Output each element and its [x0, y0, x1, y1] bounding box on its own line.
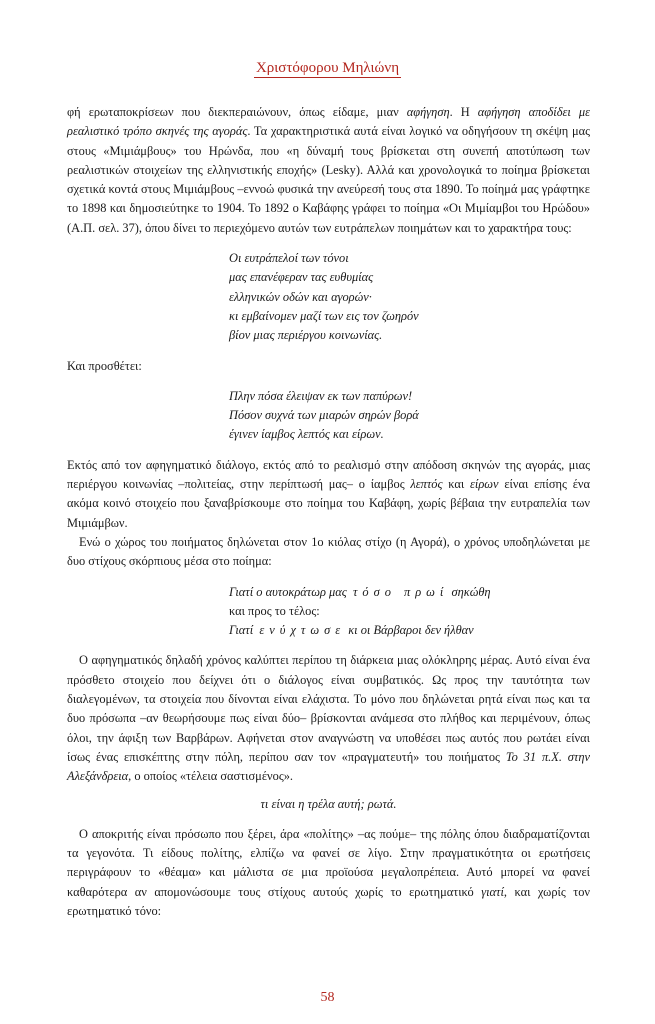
paragraph-4: [67, 651, 590, 786]
para4-run: , ο οποίος «τέλεια σαστισμένος».: [128, 769, 294, 784]
verse-line: βίον μιας περιέργου κοινωνίας.: [229, 328, 383, 343]
para5-run: Ο αποκριτής είναι πρόσωπο που ξέρει, άρα «πολίτης» –ας πούμε– της πόλης όπου διαδραματίζονται τα γεγονότα. Τι είδους πολίτης, ελπίζω να φανεί σε λίγο. Στην πραγματικότητα οι ερωτήσεις περιγράφουν το «θέαμα» και μάλιστα σε μια προϊούσα μεγαλοπρέπεια. Αυτό μπορεί να φανεί καθαρότερα αν απομονώσουμε τους στίχους αυτούς χωρίς το ερωτηματικό: [67, 826, 590, 899]
para1-run: αφήγηση: [406, 105, 450, 119]
verse-block-1: [229, 249, 590, 345]
para2-run: λεπτός: [410, 477, 443, 492]
paragraph-5: [67, 825, 590, 921]
header-title: Χριστόφορου Μηλιώνη: [255, 60, 400, 76]
para5-run: γιατί: [481, 884, 504, 899]
para2-run: είρων: [470, 477, 499, 492]
para2-run: είναι επίσης ένα ακόμα κοινό στοιχείο που ξαναβρίσκουμε στο ποίημα του Καβάφη, χωρίς βέβαια την ευτραπελία των Μιμιάμβων.: [67, 477, 591, 530]
adds-line: Και προσθέτει:: [67, 358, 142, 373]
para1-run: αφήγηση αποδίδει με ρεαλιστικό τρόπο σκηνές της αγοράς: [67, 105, 590, 139]
verse-block-3: [229, 583, 590, 641]
verse-line: ελληνικών οδών και αγορών·: [229, 289, 372, 304]
verse-line: Οι ευτράπελοί των τόνοι: [229, 251, 349, 266]
paragraph-3: Ενώ ο χώρος του ποιήματος δηλώνεται στον 1ο κιόλας στίχο (η Αγορά), ο χρόνος υποδηλώνεται με δυο στίχους σκόρπιους μέσα στο ποίημα:: [67, 534, 590, 569]
para5-run: , και χωρίς τον ερωτηματικό τόνο:: [67, 884, 590, 918]
para2-run: Εκτός από τον αφηγηματικό διάλογο, εκτός από το ρεαλισμό στην απόδοση σκηνών της αγοράς, μιας περιέργου κοινωνίας –πολιτείας, στην περίπτωσή μας– ο ίαμβος: [67, 457, 590, 492]
verse-block-2: [229, 387, 590, 445]
para2-run: και: [442, 477, 471, 492]
verse3-line-2: και προς το τέλος:: [229, 603, 320, 618]
para4-run: Ο αφηγηματικός δηλαδή χρόνος καλύπτει περίπου τη διάρκεια μιας ολόκληρης μέρας. Αυτό είναι ένα πρόσθετο στοιχείο που δείχνει ότι ο διάλογος είναι συμβατικός. Ως προς την ταυτότητα των διαλεγομένων, τα στοιχεία που δίνονται είναι ελάχιστα. Το μόνο που δηλώνεται ρητά είναι πως και τα δυο πρόσωπα –αν θεωρήσουμε πως είναι δύο– βρίσκονται ανάμεσα στο πλήθος και περιμένουν, όπως όλοι, την άφιξη των Βαρβάρων. Αφήνεται στον αναγνώστη να υποθέσει πως αυτός που ρωτάει είναι ίσως ένας επισκέπτης στην πόλη, περίπου σαν τον «πραγματευτή» του ποιήματος: [67, 653, 590, 764]
para1-run: . Τα χαρακτηριστικά αυτά είναι λογικό να οδηγήσουν τη σκέψη μας στους «Μιμιάμβους» του Ηρώνδα, που «η δύναμή τους βρίσκεται στη συνεπή αποτύπωση των ρεαλιστικών στοιχείων της ελληνιστικής εποχής» (Lesky). Αλλά και χρονολογικά το ποίημα βρίσκεται σχετικά κοντά στους Μιμιάμβους –εννοώ φυσικά την ανεύρεσή τους στα 1890. Το ποίημά μας γράφτηκε το 1898 και δημοσιεύτηκε το 1904. Το 1892 ο Καβάφης γράφει το ποίημα «Οι Μιμίαμβοι του Ηρώδου» (Α.Π. σελ. 37), όπου δίνει το περιεχόμενο αυτών των ευτράπελων ποιημάτων και το χαρακτήρα τους:: [67, 124, 590, 235]
verse3-line-3: Γιατί ενύχτωσε κι οι Βάρβαροι δεν ήλθαν: [229, 623, 474, 638]
body-text: [67, 103, 590, 921]
verse3-line-1: Γιατί ο αυτοκράτωρ μας τόσο πρωί σηκώθη: [229, 584, 491, 599]
verse-line: μας επανέφεραν τας ευθυμίας: [229, 270, 374, 285]
paragraph-1: [67, 103, 590, 238]
para1-run: φή ερωταποκρίσεων που διεκπεραιώνουν, όπως είδαμε, μιαν: [67, 105, 407, 119]
verse-line: κι εμβαίνομεν μαζί των εις τον ζωηρόν: [229, 308, 419, 323]
paragraph-2: [67, 456, 590, 533]
verse-line: Πλην πόσα έλειψαν εκ των παπύρων!: [229, 388, 413, 403]
verse-line: Πόσον συχνά των μιαρών σηρών βορά: [229, 408, 419, 423]
para1-run: . Η: [449, 105, 478, 119]
para4-run: Το 31 π.Χ. στην Αλεξάνδρεια: [67, 749, 590, 784]
running-header: [0, 60, 655, 77]
verse-line: έγινεν ίαμβος λεπτός και είρων.: [229, 427, 384, 442]
quote-line: τι είναι η τρέλα αυτή; ρωτά.: [260, 796, 397, 811]
page-number: 58: [320, 990, 335, 1005]
